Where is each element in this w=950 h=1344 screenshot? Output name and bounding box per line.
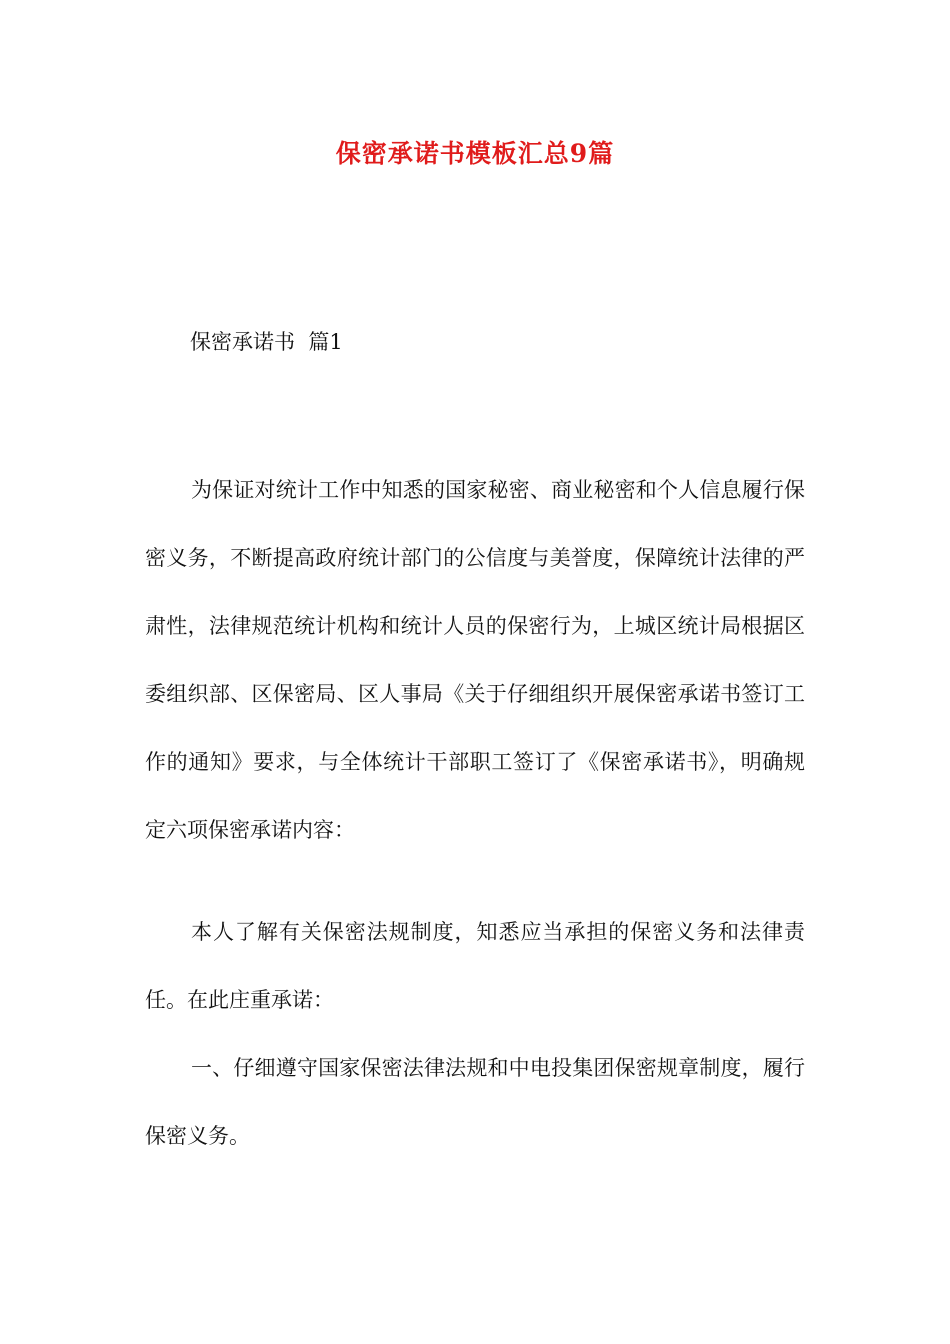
paragraph-item-1: 一、仔细遵守国家保密法律法规和中电投集团保密规章制度，履行保密义务。	[145, 1056, 805, 1148]
section-heading: 保密承诺书 篇1	[190, 330, 343, 354]
paragraph-commitment: 本人了解有关保密法规制度，知悉应当承担的保密义务和法律责任。在此庄重承诺：	[145, 920, 805, 1012]
paragraph-intro: 为保证对统计工作中知悉的国家秘密、商业秘密和个人信息履行保密义务，不断提高政府统计部门的公信度与美誉度，保障统计法律的严肃性，法律规范统计机构和统计人员的保密行为，上城区统计局根据区委组织部、区保密局、区人事局《关于仔细组织开展保密承诺书签订工作的通知》要求，与全体统计干部职工签订了《保密承诺书》，明确规定六项保密承诺内容：	[145, 478, 805, 842]
document-title: 保密承诺书模板汇总9篇	[335, 139, 615, 168]
